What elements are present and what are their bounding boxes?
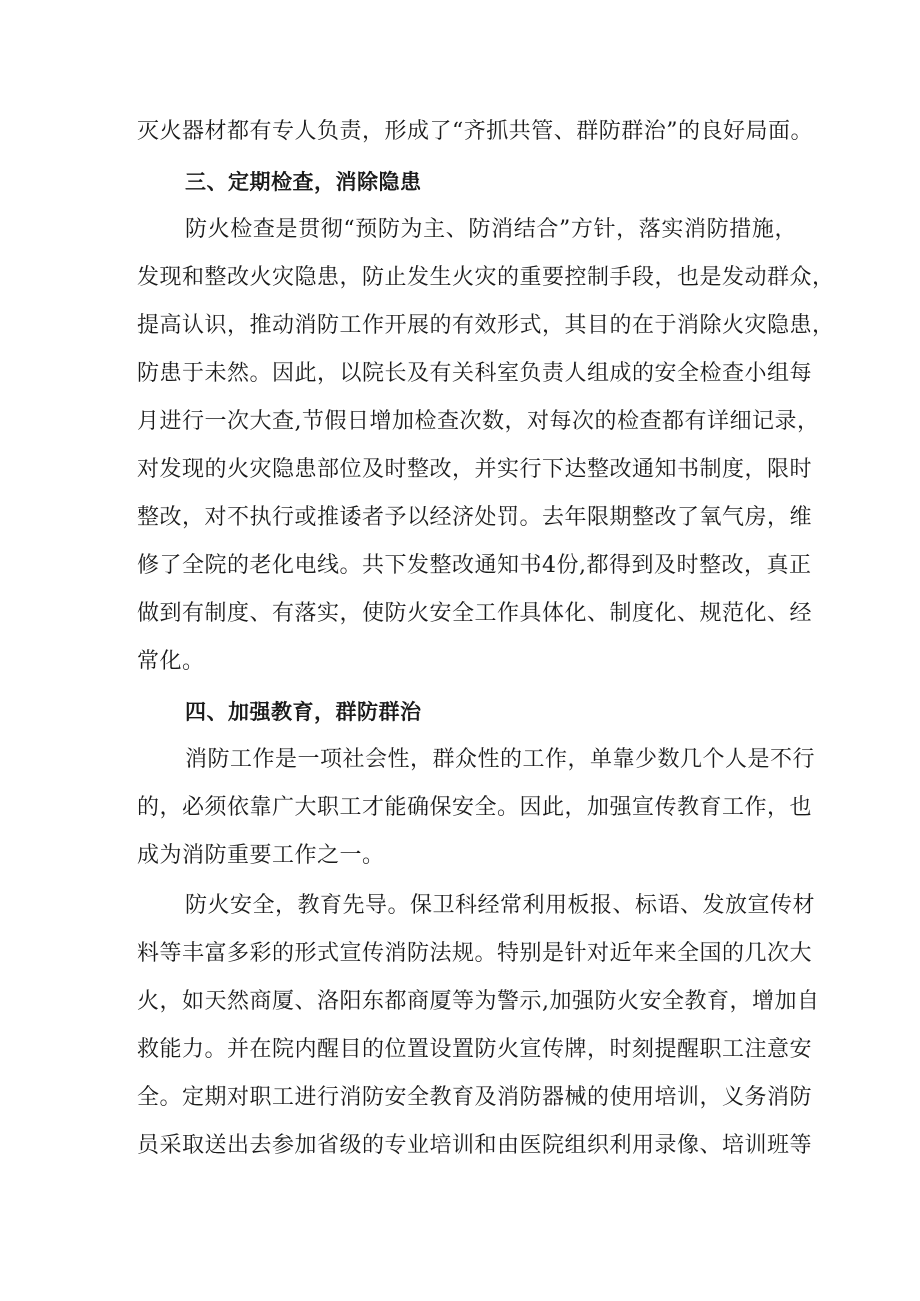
text-line: 料等丰富多彩的形式宣传消防法规。特别是针对近年来全国的几次大: [137, 941, 813, 966]
text-line: 常化。: [137, 649, 205, 674]
text-line: 防火安全，教育先导。保卫科经常利用板报、标语、发放宣传材: [185, 893, 816, 918]
text-line: 火，如天然商厦、洛阳东都商厦等为警示,加强防火安全教育，增加自: [137, 989, 820, 1014]
text-line: 整改，对不执行或推诿者予以经济处罚。去年限期整改了氧气房，维: [137, 505, 813, 530]
text-line: 灭火器材都有专人负责，形成了“齐抓共管、群防群治”的良好局面。: [137, 119, 813, 144]
text-line: 修了全院的老化电线。共下发整改通知书4份,都得到及时整改，真正: [137, 553, 812, 578]
text-line: 月进行一次大查,节假日增加检查次数，对每次的检查都有详细记录，: [137, 409, 820, 434]
text-line: 防患于未然。因此，以院长及有关科室负责人组成的安全检查小组每: [137, 361, 813, 386]
text-line: 对发现的火灾隐患部位及时整改，并实行下达整改通知书制度，限时: [137, 457, 813, 482]
text-line: 全。定期对职工进行消防安全教育及消防器械的使用培训，义务消防: [137, 1085, 813, 1110]
text-line: 的，必须依靠广大职工才能确保安全。因此，加强宣传教育工作，也: [137, 795, 813, 820]
text-line: 成为消防重要工作之一。: [137, 843, 385, 868]
text-line: 救能力。并在院内醒目的位置设置防火宣传牌，时刻提醒职工注意安: [137, 1037, 813, 1062]
text-line: 提高认识，推动消防工作开展的有效形式，其目的在于消除火灾隐患，: [137, 313, 835, 338]
text-line: 消防工作是一项社会性，群众性的工作，单靠少数几个人是不行: [185, 747, 816, 772]
text-line: 做到有制度、有落实，使防火安全工作具体化、制度化、规范化、经: [137, 601, 813, 626]
text-line: 防火检查是贯彻“预防为主、防消结合”方针，落实消防措施，: [185, 217, 797, 242]
section-heading-4: 四、加强教育，群防群治: [185, 699, 422, 724]
text-line: 员采取送出去参加省级的专业培训和由医院组织利用录像、培训班等: [137, 1133, 813, 1158]
text-line: 发现和整改火灾隐患，防止发生火灾的重要控制手段，也是发动群众，: [137, 265, 835, 290]
section-heading-3: 三、定期检查，消除隐患: [185, 169, 422, 194]
